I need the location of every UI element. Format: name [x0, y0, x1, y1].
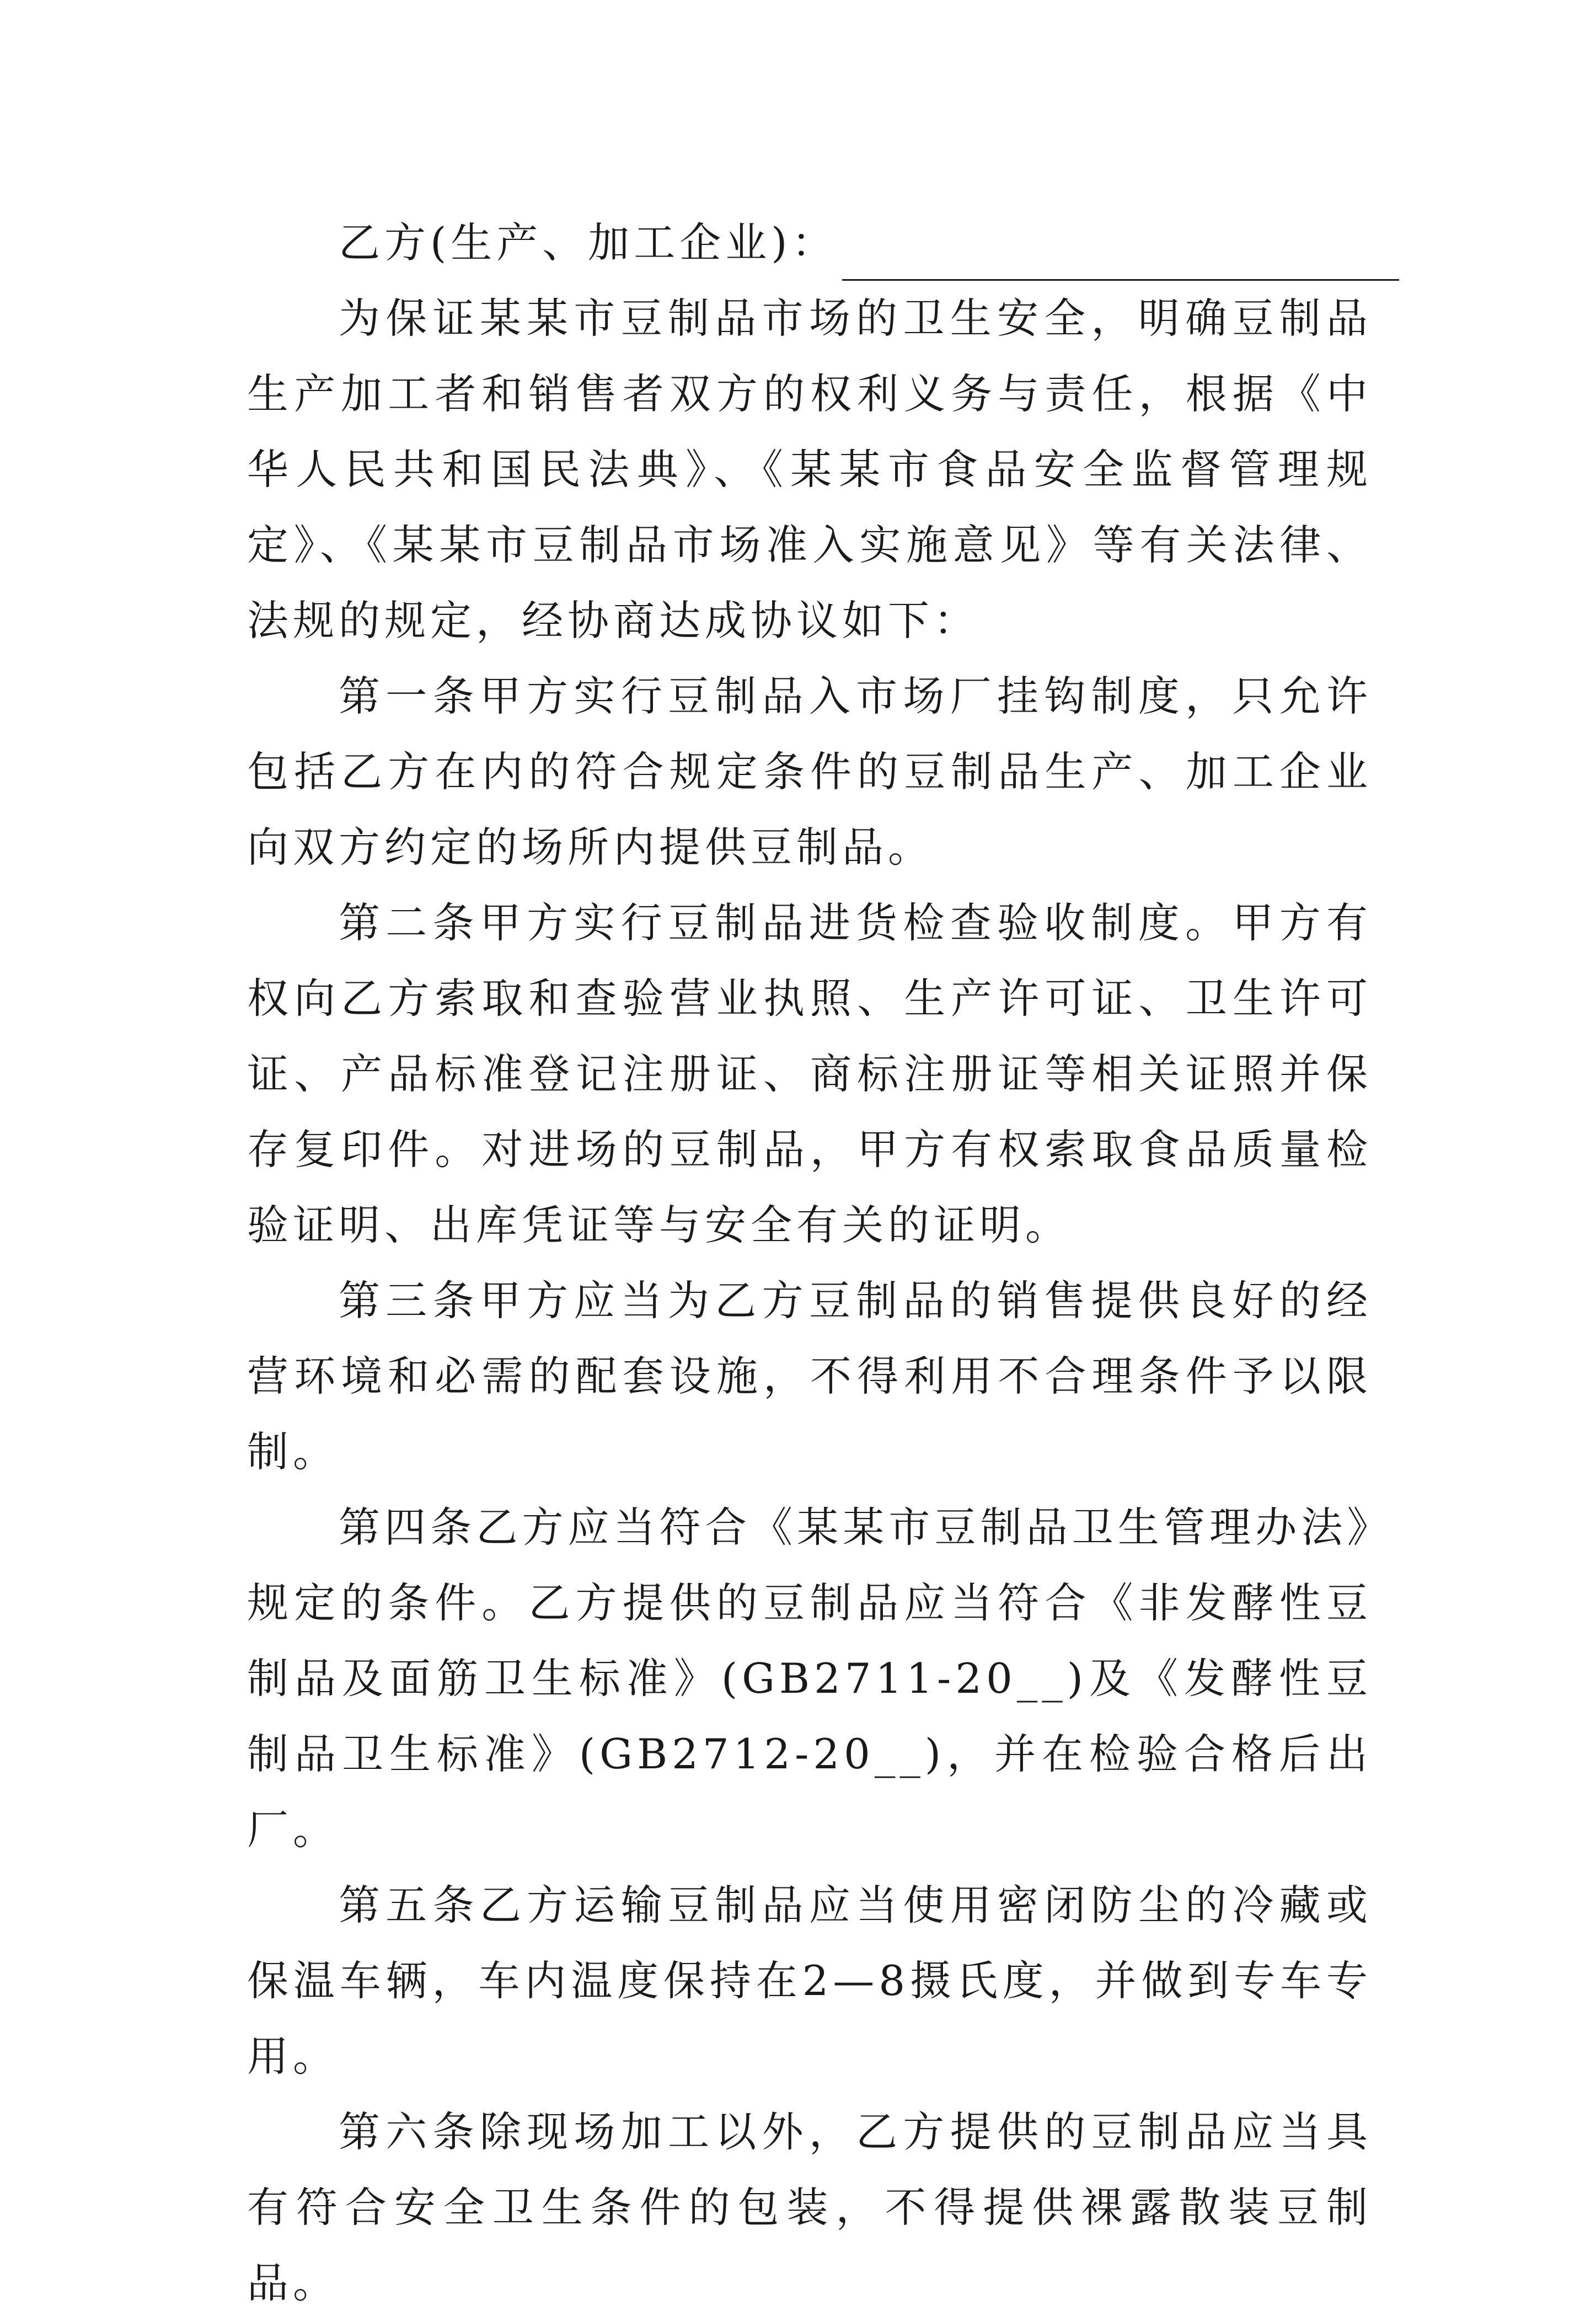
article-2-paragraph: 第二条甲方实行豆制品进货检查验收制度。甲方有权向乙方索取和查验营业执照、生产许可证、卫生许可证、产品标准登记注册证、商标注册证等相关证照并保存复印件。对进场的豆制品，甲方有权索取食品质量检验证明、出库凭证等与安全有关的证明。 — [247, 899, 1372, 1249]
article-5-paragraph: 第五条乙方运输豆制品应当使用密闭防尘的冷藏或保温车辆，车内温度保持在2—8摄氏度，并做到专车专用。 — [247, 1881, 1372, 2081]
article-4-paragraph: 第四条乙方应当符合《某某市豆制品卫生管理办法》规定的条件。乙方提供的豆制品应当符合《非发酵性豆制品及面筋卫生标准》(GB2711-20__)及《发酵性豆制品卫生标准》(GB2712-20__)，并在检验合格后出厂。 — [247, 1503, 1372, 1854]
article-1-paragraph: 第一条甲方实行豆制品入市场厂挂钩制度，只允许包括乙方在内的符合规定条件的豆制品生产、加工企业向双方约定的场所内提供豆制品。 — [247, 672, 1372, 871]
party-b-line — [247, 205, 1372, 281]
preamble-paragraph: 为保证某某市豆制品市场的卫生安全，明确豆制品生产加工者和销售者双方的权利义务与责任，根据《中华人民共和国民法典》、《某某市食品安全监督管理规定》、《某某市豆制品市场准入实施意见》等有关法律、法规的规定，经协商达成协议如下： — [247, 294, 1372, 645]
article-3-paragraph: 第三条甲方应当为乙方豆制品的销售提供良好的经营环境和必需的配套设施，不得利用不合理条件予以限制。 — [247, 1276, 1372, 1476]
article-6-paragraph: 第六条除现场加工以外，乙方提供的豆制品应当具有符合安全卫生条件的包装，不得提供裸露散装豆制品。 — [247, 2108, 1372, 2307]
document-body — [247, 205, 1372, 2321]
party-b-label: 乙方(生产、加工企业)： — [339, 218, 838, 267]
party-b-blank-underline — [842, 235, 1399, 281]
